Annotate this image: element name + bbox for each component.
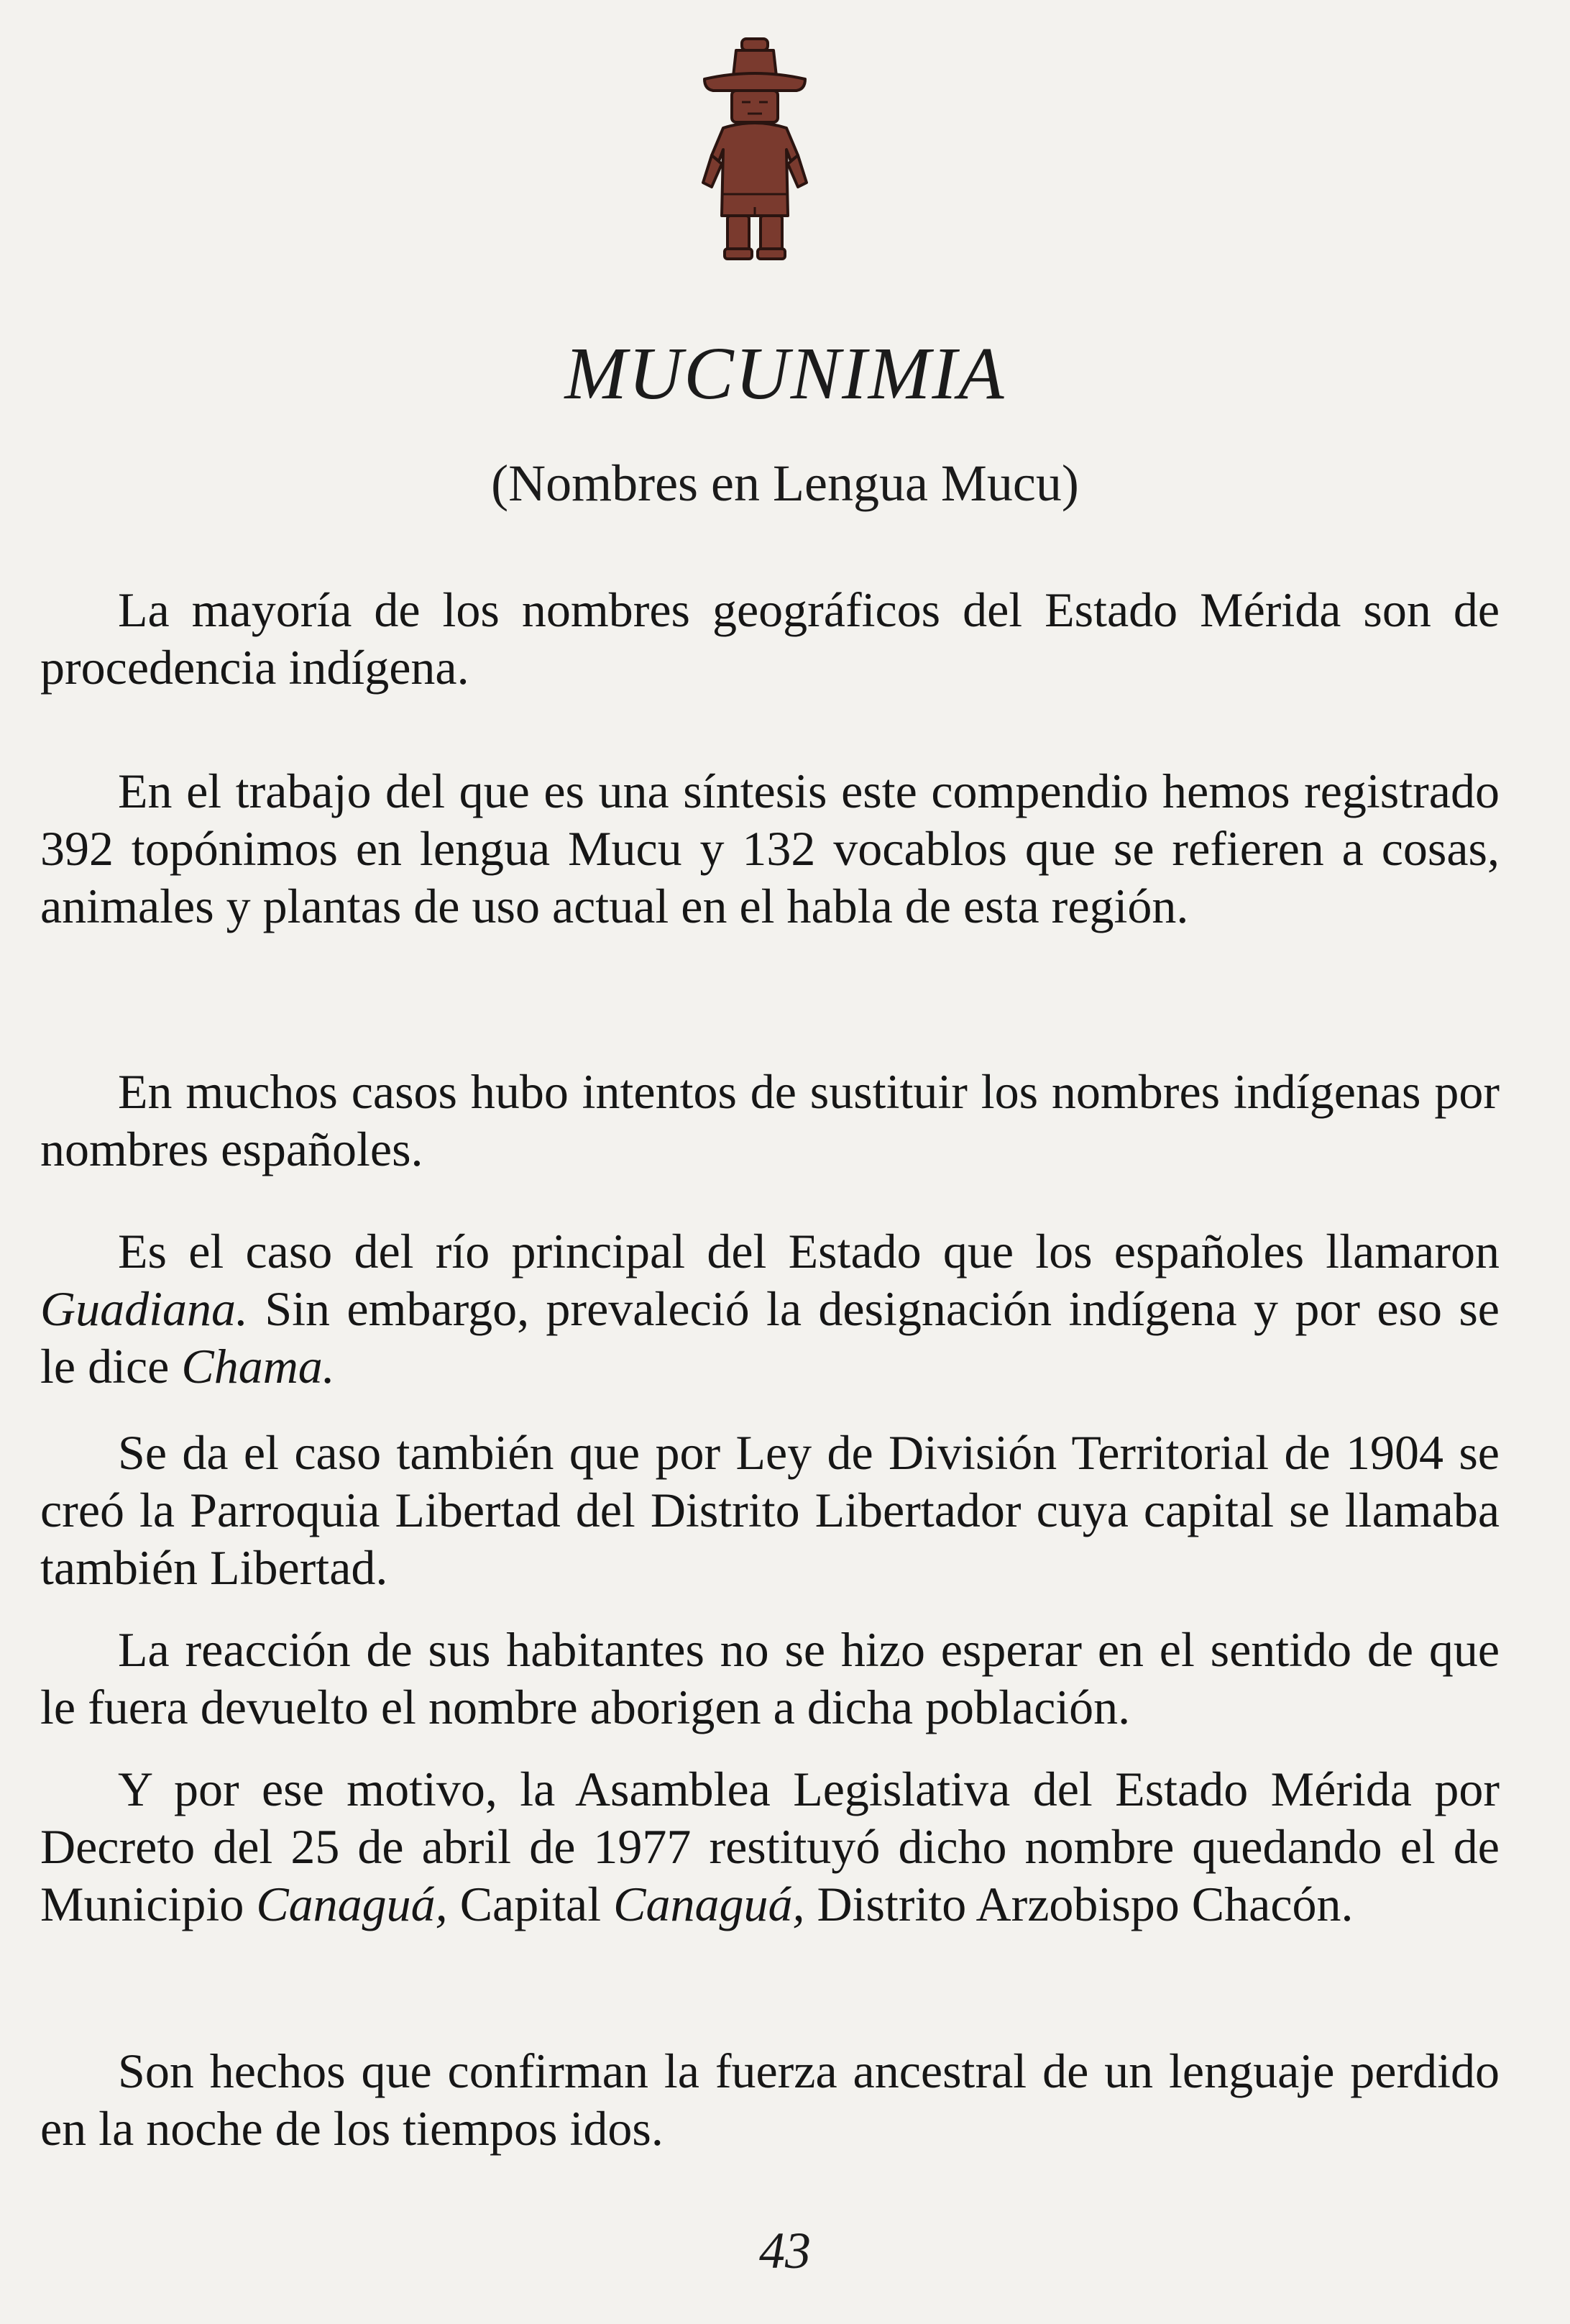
paragraph-5: Se da el caso también que por Ley de División Territorial de 1904 se creó la Parroquia Libertad del Distrito Libertador cuya capital se llamaba también Libertad. [40,1425,1500,1595]
paragraph-2: En el trabajo del que es una síntesis este compendio hemos registrado 392 topónimos en lengua Mucu y 132 vocablos que se refieren a cosas, animales y plantas de uso actual en el habla de esta región. [40,764,1500,933]
capital-name: Canaguá, [613,1877,805,1931]
paragraph-4-text-a: Es el caso del río principal del Estado que los españoles llamaron [118,1224,1500,1278]
pre-columbian-figurine-icon [690,35,820,265]
paragraph-7 [40,1760,1500,1933]
paragraph-6: La reacción de sus habitantes no se hizo esperar en el sentido de que le fuera devuelto el nombre aborigen a dicha población. [40,1622,1500,1734]
paragraph-8: Son hechos que confirman la fuerza ancestral de un lenguaje perdido en la noche de los tiempos idos. [40,2044,1500,2156]
paragraph-7-text-a: Y por ese motivo, la Asamblea Legislativa del Estado Mérida por Decreto del 25 de abril de 1977 restituyó dicho nombre quedando el de Municipio [40,1762,1500,1931]
municipio-name: Canaguá, [256,1877,448,1931]
paragraph-1: La mayoría de los nombres geográficos del Estado Mérida son de procedencia indígena. [40,582,1500,695]
paragraph-4 [40,1222,1500,1395]
paragraph-4-text-c: Sin embargo, prevaleció la designación indígena y por eso se le dice [40,1281,1500,1394]
paragraph-3: En muchos casos hubo intentos de sustituir los nombres indígenas por nombres españoles. [40,1064,1500,1176]
page-title: MUCUNIMIA [564,332,1006,415]
river-name-chama: Chama. [181,1339,335,1394]
paragraph-7-text-c: Capital [447,1877,614,1931]
paragraph-7-text-e: Distrito Arzobispo Chacón. [804,1877,1354,1931]
river-name-guadiana: Guadiana. [40,1281,248,1336]
page-number: 43 [759,2222,811,2279]
page-subtitle: (Nombres en Lengua Mucu) [491,454,1079,512]
